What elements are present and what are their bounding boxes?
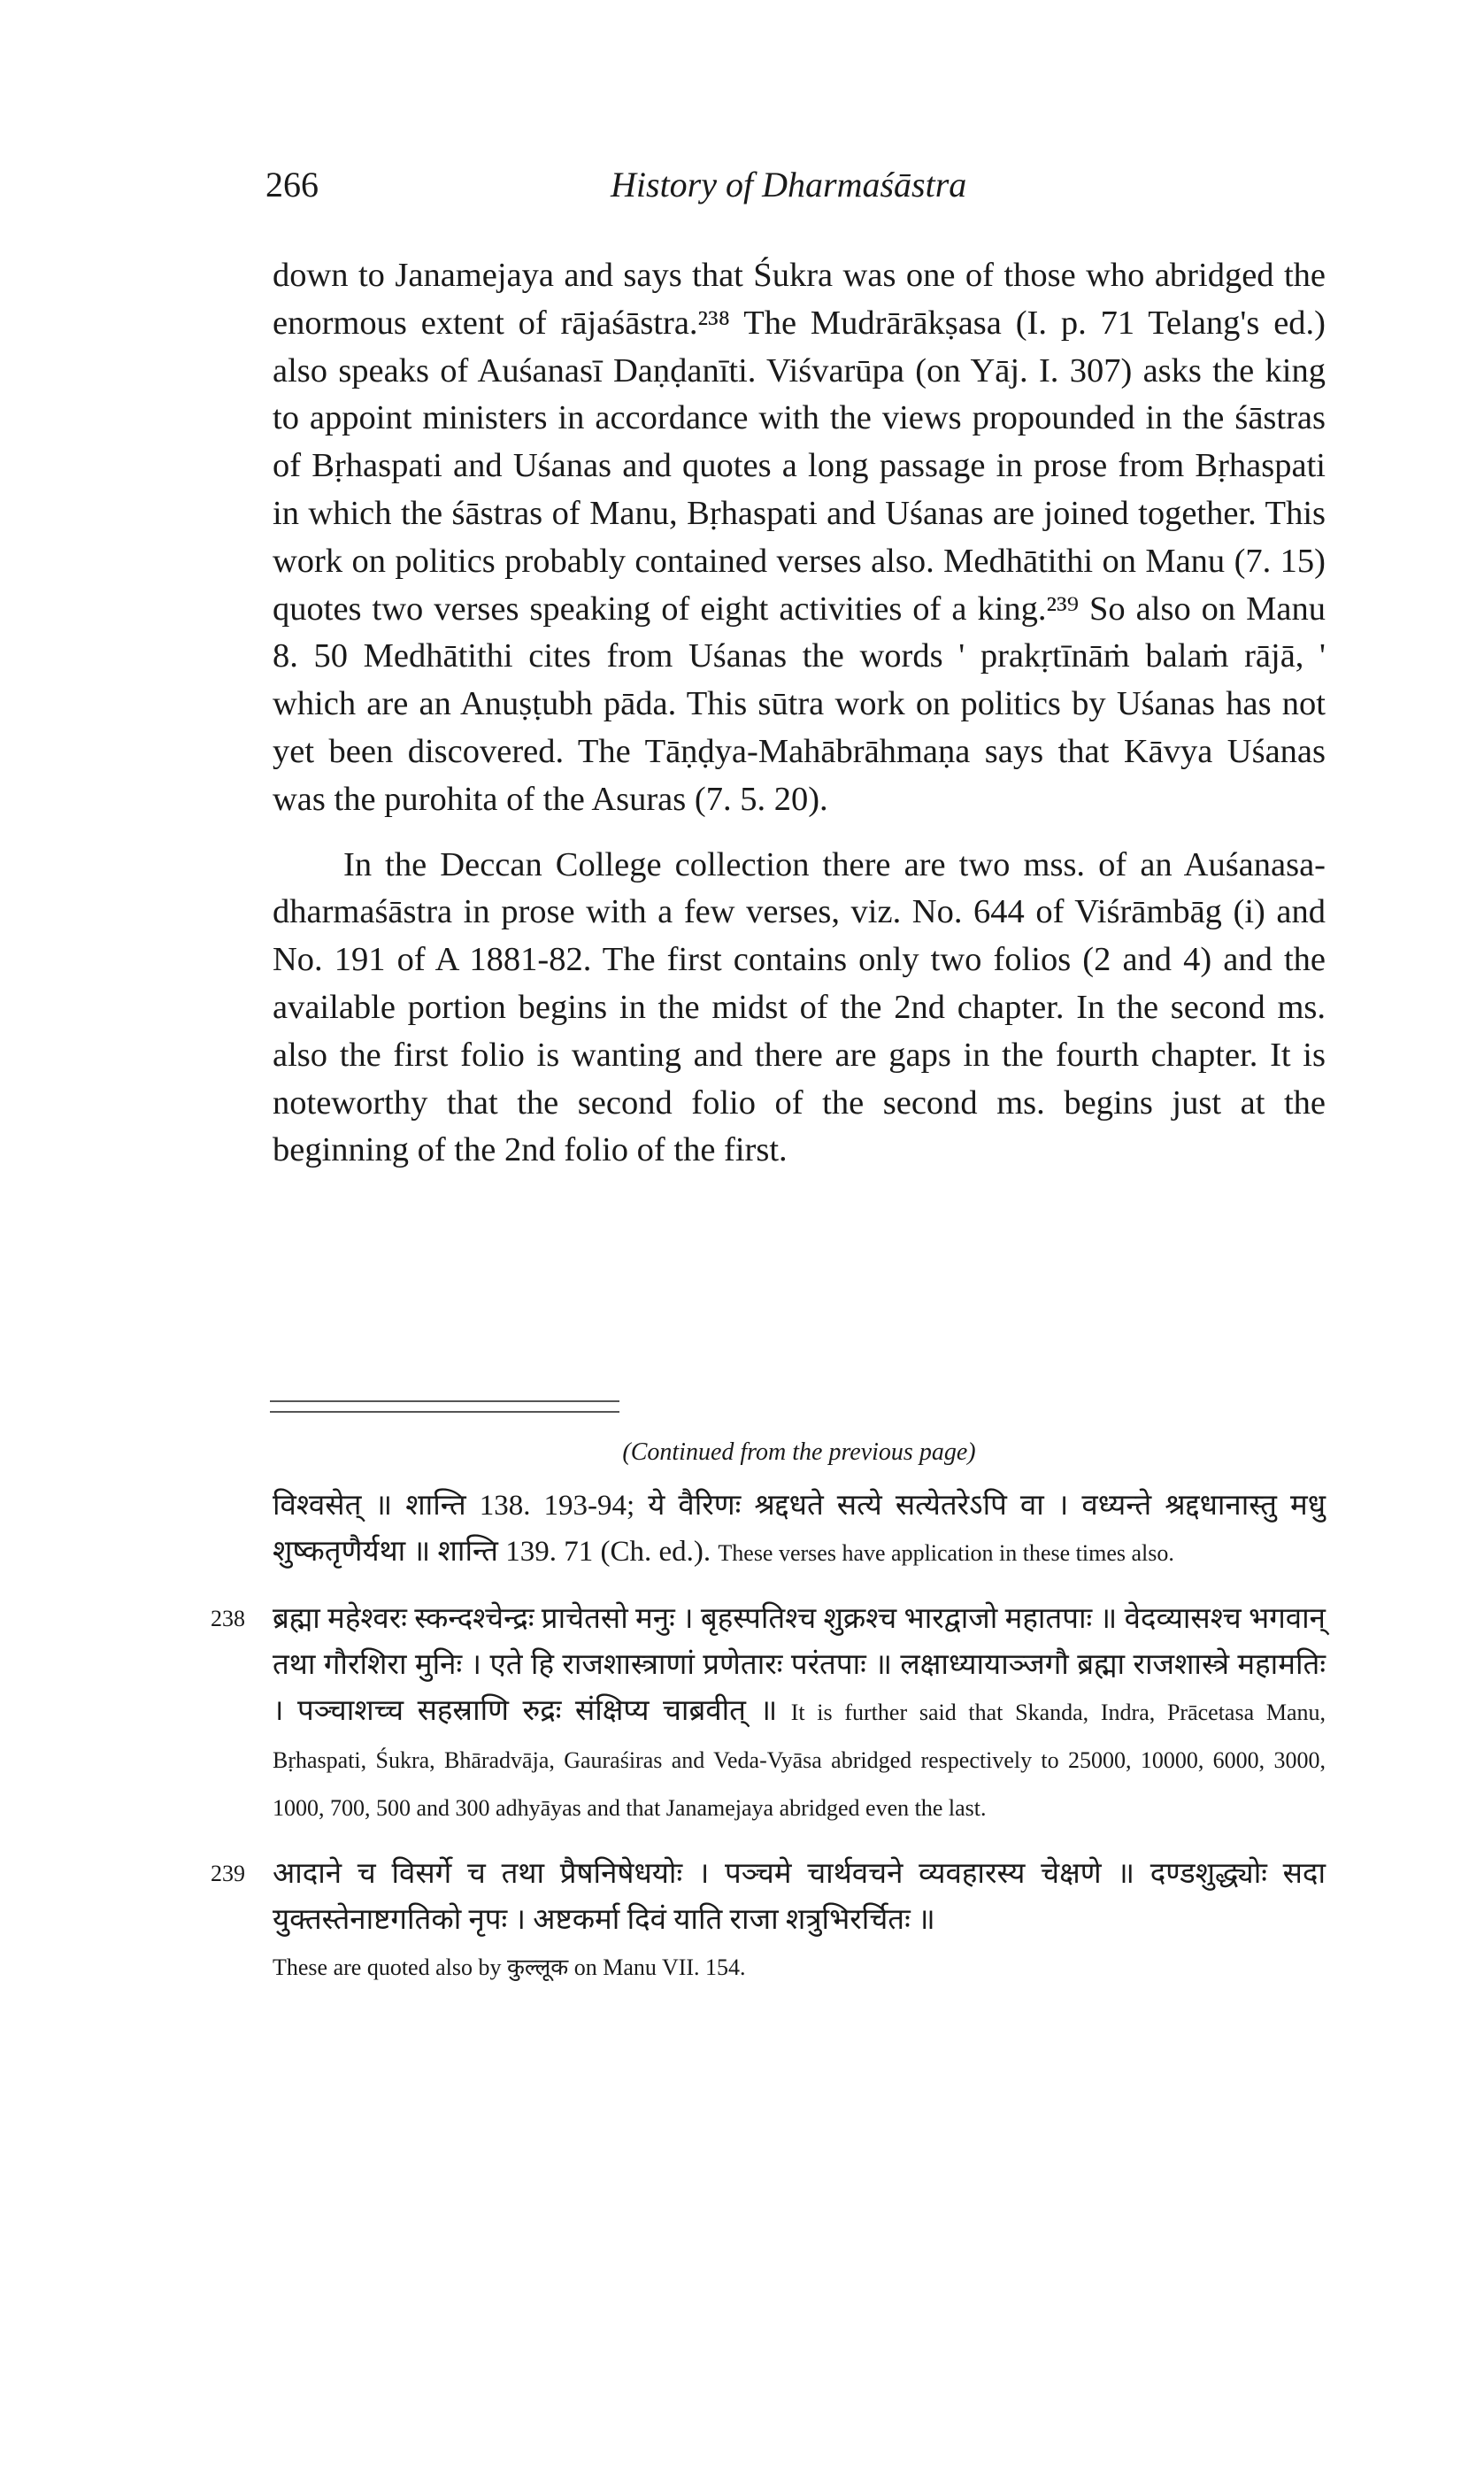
footnote-number-238: 238 <box>211 1606 245 1631</box>
continued-label: (Continued from the previous page) <box>622 1438 976 1466</box>
body-paragraph-2: In the Deccan College collection there are two mss. of an Auśanasa-dharmaśāstra in prose with a few verses, viz. No. 644 of Viśrāmbāg (i) and No. 191 of A 1881-82. The first contains only two folios (2 and 4) and the available portion begins in the midst of the 2nd chapter. In the second ms. also the first folio is wanting and there are gaps in the fourth chapter. It is noteworthy that the second folio of the second ms. begins just at the beginning of the 2nd folio of the first. <box>273 845 1326 1169</box>
page-header <box>265 164 1327 226</box>
footnote-238-english: It is further said that Skanda, Indra, Prācetasa Manu, Bṛhaspati, Śukra, Bhāradvāja, Gauraśiras and Veda-Vyāsa abridged respectively to 25000, 10000, 6000, 3000, 1000, 700, 500 and 300 adhyāyas and that Janamejaya abridged even the last. <box>273 1700 1326 1821</box>
footnote-separator <box>270 1400 619 1413</box>
running-title: History of Dharmaśāstra <box>611 165 967 204</box>
main-text <box>273 252 1326 1175</box>
footnote-239 <box>211 1851 1326 1991</box>
footnote-239-english: These are quoted also by कुल्लूक on Manu VII. 154. <box>273 1954 746 1980</box>
continued-sanskrit: विश्वसेत् ॥ शान्ति 138. 193-94; ये वैरिणः श्रद्दधते सत्ये सत्येतरेऽपि वा । वध्यन्ते श्रद्दधानास्तु मधु शुष्कतृणैर्यथा ॥ शान्ति 139. 71 (Ch. ed.). <box>273 1490 1326 1568</box>
continued-footnote <box>273 1483 1326 1577</box>
footnote-238-sanskrit: ब्रह्मा महेश्वरः स्कन्दश्चेन्द्रः प्राचेतसो मनुः । बृहस्पतिश्च शुक्रश्च भारद्वाजो महातपाः ॥ वेदव्यासश्च भगवान् तथा गौरशिरा मुनिः । एते हि राजशास्त्राणां प्रणेतारः परंतपाः ॥ लक्षाध्यायाञ्जगौ ब्रह्मा राजशास्त्रे महामतिः । पञ्चाशच्च सहस्राणि रुद्रः संक्षिप्य चाब्रवीत् ॥ <box>273 1603 1326 1727</box>
body-paragraph-1: down to Janamejaya and says that Śukra was one of those who abridged the enormous extent of rājaśāstra.²³⁸ The Mudrārākṣasa (I. p. 71 Telang's ed.) also speaks of Auśanasī Daṇḍanīti. Viśvarūpa (on Yāj. I. 307) asks the king to appoint ministers in accordance with the views propounded in the śāstras of Bṛhaspati and Uśanas and quotes a long passage in prose from Bṛhaspati in which the śāstras of Manu, Bṛhaspati and Uśanas are joined together. This work on politics probably contained verses also. Medhātithi on Manu (7. 15) quotes two verses speaking of eight activities of a king.²³⁹ So also on Manu 8. 50 Medhātithi cites from Uśanas the words ' prakṛtīnāṁ balaṁ rājā, ' which are an Anuṣṭubh pāda. This sūtra work on politics by Uśanas has not yet been discovered. The Tāṇḍya-Mahābrāhmaṇa says that Kāvya Uśanas was the purohita of the Asuras (7. 5. 20). <box>273 257 1326 818</box>
footnote-number-239: 239 <box>211 1861 245 1886</box>
continued-english: These verses have application in these times also. <box>718 1540 1174 1566</box>
footnotes <box>211 1438 1326 1991</box>
footnote-238 <box>211 1596 1326 1831</box>
footnote-239-sanskrit: आदाने च विसर्गे च तथा प्रैषनिषेधयोः । पञ्चमे चार्थवचने व्यवहारस्य चेक्षणे ॥ दण्डशुद्ध्योः सदा युक्तस्तेनाष्टगतिको नृपः । अष्टकर्मा दिवं याति राजा शत्रुभिरर्चितः ॥ <box>273 1858 1326 1936</box>
page-number: 266 <box>265 165 319 204</box>
